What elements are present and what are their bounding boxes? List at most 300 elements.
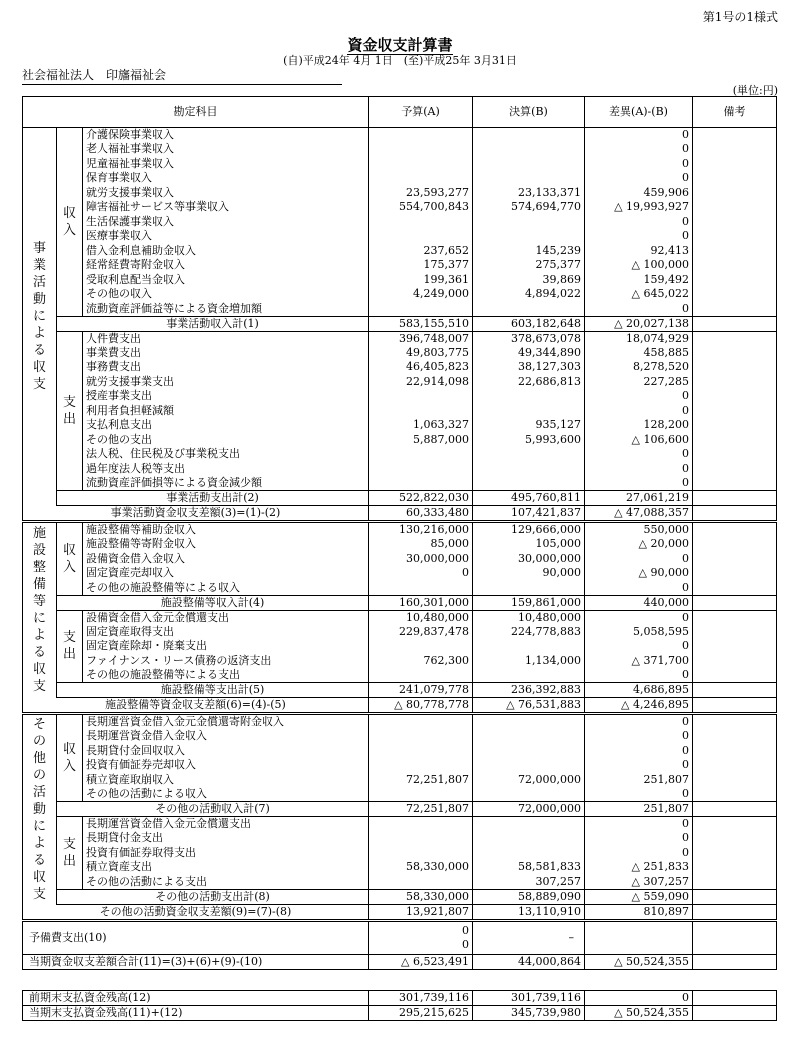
remarks-value <box>693 287 777 302</box>
difference-value: 458,885 <box>585 346 693 361</box>
account-name: 設備資金借入金元金償還支出 <box>83 610 369 625</box>
actual-value <box>473 128 585 143</box>
actual-value: 574,694,770 <box>473 200 585 215</box>
budget-value <box>369 171 473 186</box>
remarks-value <box>693 581 777 596</box>
section-difference-row <box>23 698 777 714</box>
actual-value <box>473 171 585 186</box>
fiscal-period: (自)平成24年 4月 1日 (至)平成25年 3月31日 <box>283 54 517 67</box>
remarks-value <box>693 610 777 625</box>
budget-value: 229,837,478 <box>369 625 473 640</box>
reserve-row <box>23 920 777 954</box>
account-name: 借入金利息補助金収入 <box>83 244 369 259</box>
budget-value <box>369 744 473 759</box>
table-row <box>23 418 777 433</box>
actual-value <box>473 142 585 157</box>
table-row <box>23 744 777 759</box>
budget-value: 49,803,775 <box>369 346 473 361</box>
table-row <box>23 360 777 375</box>
account-name: 固定資産取得支出 <box>83 625 369 640</box>
subtotal-label: 施設整備等収入計(4) <box>57 595 369 610</box>
table-row <box>23 537 777 552</box>
budget-value <box>369 639 473 654</box>
remarks-value <box>693 128 777 143</box>
actual-value: 307,257 <box>473 875 585 890</box>
account-name: 障害福祉サービス等事業収入 <box>83 200 369 215</box>
table-row <box>23 287 777 302</box>
table-row <box>23 773 777 788</box>
account-name: 流動資産評価益等による資金増加額 <box>83 302 369 317</box>
difference-value: 18,074,929 <box>585 331 693 346</box>
account-name: 利用者負担軽減額 <box>83 404 369 419</box>
remarks-value <box>693 875 777 890</box>
remarks-value <box>693 418 777 433</box>
table-row <box>23 625 777 640</box>
account-name: 生活保護事業収入 <box>83 215 369 230</box>
balance-row <box>23 1006 777 1021</box>
remarks-value <box>693 846 777 861</box>
actual-value <box>473 817 585 832</box>
actual-value: 13,110,910 <box>473 904 585 920</box>
budget-value <box>369 157 473 172</box>
table-row <box>23 758 777 773</box>
difference-value: △ 307,257 <box>585 875 693 890</box>
difference-value: 0 <box>585 462 693 477</box>
actual-value: 4,894,022 <box>473 287 585 302</box>
difference-value: 251,807 <box>585 802 693 817</box>
subsection-label: 支 出 <box>57 331 83 491</box>
difference-value: △ 50,524,355 <box>585 954 693 969</box>
budget-value <box>369 229 473 244</box>
remarks-value <box>693 787 777 802</box>
table-row <box>23 200 777 215</box>
budget-value <box>369 302 473 317</box>
actual-value <box>473 157 585 172</box>
remarks-value <box>693 566 777 581</box>
table-row <box>23 639 777 654</box>
difference-value: △ 106,600 <box>585 433 693 448</box>
table-row <box>23 375 777 390</box>
budget-value: 396,748,007 <box>369 331 473 346</box>
table-row <box>23 128 777 143</box>
remarks-value <box>693 729 777 744</box>
header-difference: 差異(A)-(B) <box>585 97 693 128</box>
subsection-label: 収 入 <box>57 714 83 802</box>
remarks-value <box>693 537 777 552</box>
account-name: 施設整備等補助金収入 <box>83 522 369 538</box>
difference-value: △ 100,000 <box>585 258 693 273</box>
subtotal-label: その他の活動収入計(7) <box>57 802 369 817</box>
difference-value: 0 <box>585 991 693 1006</box>
budget-value: 175,377 <box>369 258 473 273</box>
difference-value: 8,278,520 <box>585 360 693 375</box>
subtotal-label: 施設整備等支出計(5) <box>57 683 369 698</box>
table-row <box>23 331 777 346</box>
actual-value: 935,127 <box>473 418 585 433</box>
account-name: 介護保険事業収入 <box>83 128 369 143</box>
budget-value: 22,914,098 <box>369 375 473 390</box>
difference-label: その他の活動資金収支差額(9)=(7)-(8) <box>23 904 369 920</box>
subtotal-row <box>23 802 777 817</box>
actual-value <box>473 639 585 654</box>
budget-value <box>369 581 473 596</box>
budget-value: 72,251,807 <box>369 773 473 788</box>
table-row <box>23 142 777 157</box>
account-name: 経常経費寄附金収入 <box>83 258 369 273</box>
remarks-value <box>693 462 777 477</box>
table-row <box>23 462 777 477</box>
remarks-value <box>693 860 777 875</box>
actual-value <box>473 787 585 802</box>
actual-value: △ 76,531,883 <box>473 698 585 714</box>
difference-value: 0 <box>585 171 693 186</box>
difference-value: 0 <box>585 476 693 491</box>
account-name: 授産事業支出 <box>83 389 369 404</box>
remarks-value <box>693 229 777 244</box>
table-row <box>23 552 777 567</box>
subsection-label: 支 出 <box>57 610 83 683</box>
actual-value: 30,000,000 <box>473 552 585 567</box>
difference-value: 0 <box>585 302 693 317</box>
account-name: 支払利息支出 <box>83 418 369 433</box>
header-account: 勘定科目 <box>23 97 369 128</box>
remarks-value <box>693 316 777 331</box>
account-name: 流動資産評価損等による資金減少額 <box>83 476 369 491</box>
actual-value <box>473 447 585 462</box>
account-name: その他の施設整備等による支出 <box>83 668 369 683</box>
subsection-label: 収 入 <box>57 522 83 596</box>
difference-value: 0 <box>585 668 693 683</box>
actual-value <box>473 668 585 683</box>
organization-name: 社会福祉法人 印旛福祉会 <box>22 66 342 85</box>
difference-value: 0 <box>585 229 693 244</box>
account-name: 長期運営資金借入金元金償還寄附金収入 <box>83 714 369 730</box>
account-name: 長期貸付金回収収入 <box>83 744 369 759</box>
account-name: 事務費支出 <box>83 360 369 375</box>
actual-value: 58,889,090 <box>473 889 585 904</box>
section-label: 施 設 整 備 等 に よ る 収 支 <box>23 522 57 698</box>
table-row <box>23 875 777 890</box>
budget-value: 30,000,000 <box>369 552 473 567</box>
actual-value: 345,739,980 <box>473 1006 585 1021</box>
account-name: 固定資産除却・廃棄支出 <box>83 639 369 654</box>
difference-value: △ 4,246,895 <box>585 698 693 714</box>
remarks-value <box>693 683 777 698</box>
table-row <box>23 447 777 462</box>
difference-value: 0 <box>585 787 693 802</box>
difference-value: △ 645,022 <box>585 287 693 302</box>
difference-value: 810,897 <box>585 904 693 920</box>
budget-value <box>369 215 473 230</box>
table-row <box>23 404 777 419</box>
budget-value <box>369 714 473 730</box>
budget-value: 10,480,000 <box>369 610 473 625</box>
difference-value: △ 47,088,357 <box>585 506 693 522</box>
budget-value: 301,739,116 <box>369 991 473 1006</box>
budget-value: △ 6,523,491 <box>369 954 473 969</box>
difference-value: △ 251,833 <box>585 860 693 875</box>
subtotal-label: 事業活動支出計(2) <box>57 491 369 506</box>
budget-value <box>369 142 473 157</box>
actual-value <box>473 215 585 230</box>
account-name: その他の活動による支出 <box>83 875 369 890</box>
table-row <box>23 302 777 317</box>
actual-value <box>473 476 585 491</box>
budget-value: 554,700,843 <box>369 200 473 215</box>
budget-value: 762,300 <box>369 654 473 669</box>
remarks-value <box>693 552 777 567</box>
table-row <box>23 668 777 683</box>
account-name: 長期貸付金支出 <box>83 831 369 846</box>
budget-value: 241,079,778 <box>369 683 473 698</box>
table-row <box>23 654 777 669</box>
title-text: 資金収支計算書 <box>347 36 453 54</box>
budget-value: 130,216,000 <box>369 522 473 538</box>
budget-value: 0 <box>369 566 473 581</box>
difference-value: 27,061,219 <box>585 491 693 506</box>
account-name: 投資有価証券売却収入 <box>83 758 369 773</box>
remarks-value <box>693 991 777 1006</box>
remarks-value <box>693 476 777 491</box>
table-row <box>23 171 777 186</box>
balance-row <box>23 991 777 1006</box>
difference-value: 0 <box>585 215 693 230</box>
actual-value: 49,344,890 <box>473 346 585 361</box>
account-name: 設備資金借入金収入 <box>83 552 369 567</box>
account-name: 過年度法人税等支出 <box>83 462 369 477</box>
budget-value <box>369 817 473 832</box>
difference-label: 事業活動資金収支差額(3)=(1)-(2) <box>23 506 369 522</box>
difference-value: 227,285 <box>585 375 693 390</box>
remarks-value <box>693 302 777 317</box>
budget-value <box>369 389 473 404</box>
actual-value: 58,581,833 <box>473 860 585 875</box>
remarks-value <box>693 331 777 346</box>
cash-flow-table <box>22 96 777 970</box>
difference-value: 5,058,595 <box>585 625 693 640</box>
budget-value: 60,333,480 <box>369 506 473 522</box>
account-name: 医療事業収入 <box>83 229 369 244</box>
remarks-value <box>693 404 777 419</box>
subtotal-label: 事業活動収入計(1) <box>57 316 369 331</box>
table-row <box>23 522 777 538</box>
table-row <box>23 229 777 244</box>
table-row <box>23 186 777 201</box>
remarks-value <box>693 273 777 288</box>
remarks-value <box>693 889 777 904</box>
actual-value <box>473 302 585 317</box>
table-row <box>23 476 777 491</box>
difference-value: △ 371,700 <box>585 654 693 669</box>
table-row <box>23 566 777 581</box>
section-difference-row <box>23 904 777 920</box>
account-name: 積立資産支出 <box>83 860 369 875</box>
actual-value: 236,392,883 <box>473 683 585 698</box>
budget-value: 46,405,823 <box>369 360 473 375</box>
difference-value: 0 <box>585 552 693 567</box>
account-name: その他の活動による収入 <box>83 787 369 802</box>
budget-value <box>369 729 473 744</box>
table-row <box>23 860 777 875</box>
actual-value <box>473 404 585 419</box>
budget-value <box>369 404 473 419</box>
budget-value <box>369 476 473 491</box>
subtotal-row <box>23 595 777 610</box>
difference-value: △ 50,524,355 <box>585 1006 693 1021</box>
difference-value: 0 <box>585 639 693 654</box>
difference-value: 92,413 <box>585 244 693 259</box>
account-name: その他の施設整備等による収入 <box>83 581 369 596</box>
actual-value: 72,000,000 <box>473 773 585 788</box>
difference-value: 0 <box>585 157 693 172</box>
difference-value: 0 <box>585 744 693 759</box>
table-row <box>23 244 777 259</box>
difference-value: 0 <box>585 389 693 404</box>
budget-value: △ 80,778,778 <box>369 698 473 714</box>
budget-value <box>369 447 473 462</box>
account-name: 事業費支出 <box>83 346 369 361</box>
table-row <box>23 787 777 802</box>
actual-value <box>473 462 585 477</box>
budget-value <box>369 831 473 846</box>
account-name: 受取利息配当金収入 <box>83 273 369 288</box>
remarks-value <box>693 360 777 375</box>
account-name: その他の支出 <box>83 433 369 448</box>
budget-value <box>369 462 473 477</box>
remarks-value <box>693 258 777 273</box>
balance-table <box>22 990 777 1021</box>
table-row <box>23 157 777 172</box>
budget-value: 58,330,000 <box>369 860 473 875</box>
difference-value: 0 <box>585 128 693 143</box>
table-row <box>23 581 777 596</box>
difference-value: 0 <box>585 831 693 846</box>
section-difference-row <box>23 506 777 522</box>
account-name: 長期運営資金借入金収入 <box>83 729 369 744</box>
budget-value: 522,822,030 <box>369 491 473 506</box>
reserve-budget-2: 0 <box>462 937 469 951</box>
account-name: 老人福祉事業収入 <box>83 142 369 157</box>
section-label: そ の 他 の 活 動 に よ る 収 支 <box>23 714 57 905</box>
account-name: 就労支援事業支出 <box>83 375 369 390</box>
actual-value: 10,480,000 <box>473 610 585 625</box>
budget-value: 5,887,000 <box>369 433 473 448</box>
actual-value: 224,778,883 <box>473 625 585 640</box>
budget-value <box>369 846 473 861</box>
remarks-value <box>693 522 777 538</box>
remarks-value <box>693 491 777 506</box>
account-name: 法人税、住民税及び事業税支出 <box>83 447 369 462</box>
remarks-value <box>693 668 777 683</box>
difference-value: 0 <box>585 729 693 744</box>
budget-value: 23,593,277 <box>369 186 473 201</box>
budget-value: 1,063,327 <box>369 418 473 433</box>
actual-value <box>473 744 585 759</box>
remarks-value <box>693 186 777 201</box>
actual-value: 38,127,303 <box>473 360 585 375</box>
actual-value: 378,673,078 <box>473 331 585 346</box>
difference-value: 440,000 <box>585 595 693 610</box>
table-row <box>23 729 777 744</box>
difference-value: △ 19,993,927 <box>585 200 693 215</box>
table-row <box>23 273 777 288</box>
account-name: 投資有価証券取得支出 <box>83 846 369 861</box>
account-name: 人件費支出 <box>83 331 369 346</box>
section-label: 事 業 活 動 に よ る 収 支 <box>23 128 57 506</box>
budget-value: 13,921,807 <box>369 904 473 920</box>
header-actual: 決算(B) <box>473 97 585 128</box>
actual-value: 145,239 <box>473 244 585 259</box>
actual-value: 275,377 <box>473 258 585 273</box>
account-name: その他の収入 <box>83 287 369 302</box>
account-name: ファイナンス・リース債務の返済支出 <box>83 654 369 669</box>
budget-value: 199,361 <box>369 273 473 288</box>
remarks-value <box>693 904 777 920</box>
difference-value: 0 <box>585 447 693 462</box>
difference-value: 159,492 <box>585 273 693 288</box>
difference-value: 0 <box>585 581 693 596</box>
budget-value: 85,000 <box>369 537 473 552</box>
difference-value <box>585 920 693 954</box>
remarks-value <box>693 954 777 969</box>
actual-value: 301,739,116 <box>473 991 585 1006</box>
table-row <box>23 215 777 230</box>
actual-value <box>473 714 585 730</box>
remarks-value <box>693 1006 777 1021</box>
budget-value <box>369 875 473 890</box>
account-name: 固定資産売却収入 <box>83 566 369 581</box>
account-name: 児童福祉事業収入 <box>83 157 369 172</box>
header-row <box>23 97 777 128</box>
difference-value: 0 <box>585 142 693 157</box>
account-name: 施設整備等寄附金収入 <box>83 537 369 552</box>
table-row <box>23 346 777 361</box>
actual-value: 23,133,371 <box>473 186 585 201</box>
difference-value: △ 90,000 <box>585 566 693 581</box>
actual-value: 129,666,000 <box>473 522 585 538</box>
remarks-value <box>693 802 777 817</box>
budget-value <box>369 920 473 954</box>
total-difference-label: 当期資金収支差額合計(11)=(3)+(6)+(9)-(10) <box>23 954 369 969</box>
actual-value <box>473 846 585 861</box>
actual-value: 1,134,000 <box>473 654 585 669</box>
difference-value: 0 <box>585 846 693 861</box>
difference-value: 0 <box>585 610 693 625</box>
table-row <box>23 610 777 625</box>
actual-value: 22,686,813 <box>473 375 585 390</box>
difference-value: 4,686,895 <box>585 683 693 698</box>
budget-value <box>369 128 473 143</box>
difference-value: △ 20,000 <box>585 537 693 552</box>
remarks-value <box>693 698 777 714</box>
account-name: 積立資産取崩収入 <box>83 773 369 788</box>
account-name: 保育事業収入 <box>83 171 369 186</box>
actual-value: – <box>473 920 585 954</box>
actual-value: 105,000 <box>473 537 585 552</box>
difference-value: △ 559,090 <box>585 889 693 904</box>
remarks-value <box>693 215 777 230</box>
balance-label: 前期末支払資金残高(12) <box>23 991 369 1006</box>
subtotal-row <box>23 316 777 331</box>
remarks-value <box>693 142 777 157</box>
actual-value <box>473 581 585 596</box>
remarks-value <box>693 831 777 846</box>
subsection-label: 支 出 <box>57 817 83 890</box>
actual-value: 495,760,811 <box>473 491 585 506</box>
budget-value: 72,251,807 <box>369 802 473 817</box>
reserve-label: 予備費支出(10) <box>23 920 369 954</box>
remarks-value <box>693 595 777 610</box>
